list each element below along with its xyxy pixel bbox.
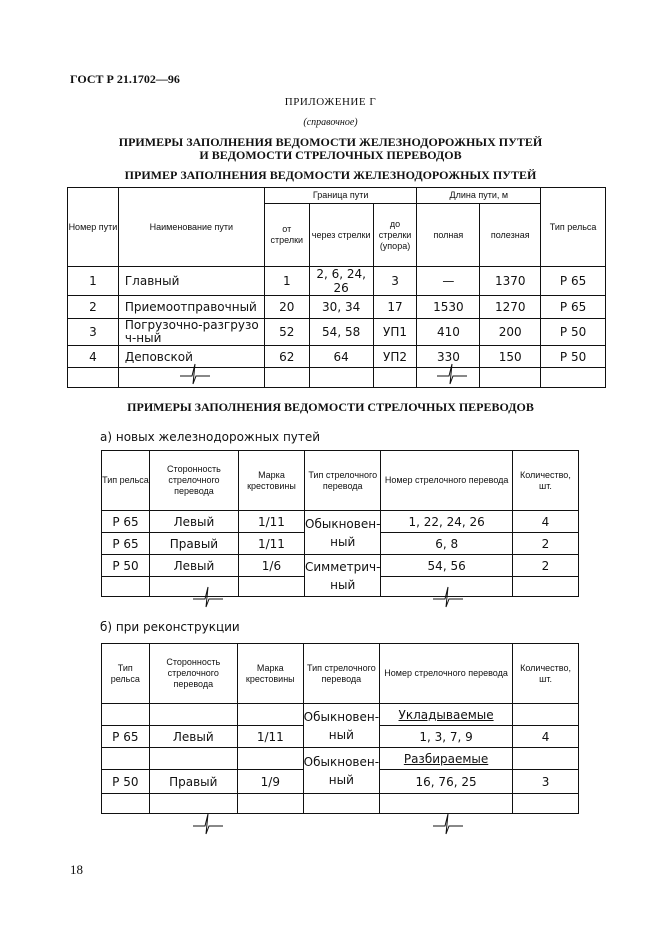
track-useful-length: 1370 — [480, 267, 541, 296]
appendix-label: ПРИЛОЖЕНИЕ Г — [284, 96, 377, 108]
reference-note: (справочное) — [303, 117, 358, 128]
header-switch-side: Сторонность стрелочного перевода — [149, 451, 238, 511]
track-to: 17 — [373, 296, 417, 319]
track-full-length: 410 — [417, 319, 480, 346]
track-rail: Р 50 — [541, 319, 606, 346]
header-frog-mark: Марка крестовины — [237, 644, 303, 704]
track-number: 3 — [68, 319, 119, 346]
track-full-length: 330 — [417, 346, 480, 368]
header-through-switches: через стрелки — [309, 204, 373, 267]
switch-side: Правый — [149, 770, 237, 794]
switches-title: ПРИМЕРЫ ЗАПОЛНЕНИЯ ВЕДОМОСТИ СТРЕЛОЧНЫХ ПЕРЕВОДОВ — [127, 400, 534, 414]
main-title-line2: И ВЕДОМОСТИ СТРЕЛОЧНЫХ ПЕРЕВОДОВ — [199, 148, 462, 162]
table-break-mark — [433, 810, 463, 838]
switch-quantity: 2 — [512, 555, 578, 577]
header-switch-side: Сторонность стрелочного перевода — [149, 644, 237, 704]
header-track-number: Номер пути — [68, 188, 119, 267]
track-through: 64 — [309, 346, 373, 368]
table-row-empty — [68, 368, 606, 388]
main-title-line1: ПРИМЕРЫ ЗАПОЛНЕНИЯ ВЕДОМОСТИ ЖЕЛЕЗНОДОРОЖНЫХ ПУТЕЙ — [118, 135, 543, 149]
header-length: Длина пути, м — [417, 188, 541, 204]
table-row — [68, 346, 606, 368]
table-row — [102, 555, 579, 577]
laid-label: Укладываемые — [398, 707, 494, 722]
table-break-mark — [437, 360, 467, 388]
track-rail: Р 50 — [541, 346, 606, 368]
switches-new-table — [101, 450, 579, 597]
switch-rail: Р 65 — [102, 511, 150, 533]
header-switch-type: Тип стрелочного перевода — [304, 451, 381, 511]
track-rail: Р 65 — [541, 267, 606, 296]
table-break-mark — [193, 583, 223, 611]
track-from: 20 — [264, 296, 309, 319]
switch-type: Симметрич-ный — [304, 555, 381, 597]
header-switch-numbers: Номер стрелочного перевода — [381, 451, 512, 511]
table-row — [102, 511, 579, 533]
track-number: 2 — [68, 296, 119, 319]
section-a-label: а) новых железнодорожных путей — [100, 430, 321, 444]
switch-quantity: 2 — [512, 533, 578, 555]
header-rail-type: Тип рельса — [102, 644, 150, 704]
track-full-length: 1530 — [417, 296, 480, 319]
switch-mark: 1/11 — [237, 726, 303, 748]
switch-numbers: 6, 8 — [381, 533, 512, 555]
track-from: 62 — [264, 346, 309, 368]
switch-type: Обыкновен-ный — [304, 511, 381, 555]
header-rail-type: Тип рельса — [102, 451, 150, 511]
header-frog-mark: Марка крестовины — [238, 451, 304, 511]
switch-mark: 1/9 — [237, 770, 303, 794]
header-track-name: Наименование пути — [118, 188, 264, 267]
switch-rail: Р 50 — [102, 770, 150, 794]
switches-reconstruction-table — [101, 643, 579, 814]
track-full-length: — — [417, 267, 480, 296]
switch-rail: Р 65 — [102, 533, 150, 555]
removed-label-cell — [380, 748, 513, 770]
table-row — [68, 267, 606, 296]
header-from-switch: от стрелки — [264, 204, 309, 267]
track-through: 30, 34 — [309, 296, 373, 319]
header-rail-type: Тип рельса — [541, 188, 606, 267]
table-row-empty — [102, 794, 579, 814]
track-from: 1 — [264, 267, 309, 296]
header-to-switch: до стрелки (упора) — [373, 204, 417, 267]
header-full-length: полная — [417, 204, 480, 267]
section-b-label: б) при реконструкции — [100, 620, 240, 634]
switch-mark: 1/11 — [238, 533, 304, 555]
track-name: Деповской — [118, 346, 264, 368]
switch-numbers: 1, 22, 24, 26 — [381, 511, 512, 533]
tracks-table — [67, 187, 606, 388]
track-number: 1 — [68, 267, 119, 296]
table-break-mark — [193, 810, 223, 838]
track-name: Главный — [118, 267, 264, 296]
page-number: 18 — [70, 862, 83, 877]
switch-quantity: 3 — [513, 770, 579, 794]
header-useful-length: полезная — [480, 204, 541, 267]
switch-side: Левый — [149, 555, 238, 577]
table-break-mark — [180, 360, 210, 388]
table-row — [102, 748, 579, 770]
track-to: 3 — [373, 267, 417, 296]
table-row — [68, 296, 606, 319]
switch-mark: 1/6 — [238, 555, 304, 577]
switch-type: Обыкновен-ный — [303, 704, 379, 748]
track-useful-length: 200 — [480, 319, 541, 346]
switch-mark: 1/11 — [238, 511, 304, 533]
track-useful-length: 150 — [480, 346, 541, 368]
track-through: 2, 6, 24, 26 — [309, 267, 373, 296]
switch-rail: Р 50 — [102, 555, 150, 577]
header-quantity: Количество, шт. — [513, 644, 579, 704]
switch-type: Обыкновен-ный — [303, 748, 379, 794]
document-code: ГОСТ Р 21.1702—96 — [70, 72, 180, 86]
header-switch-numbers: Номер стрелочного перевода — [380, 644, 513, 704]
track-through: 54, 58 — [309, 319, 373, 346]
table-row — [68, 319, 606, 346]
switch-numbers: 1, 3, 7, 9 — [380, 726, 513, 748]
track-to: УП1 — [373, 319, 417, 346]
switch-numbers: 16, 76, 25 — [380, 770, 513, 794]
main-title — [0, 136, 661, 162]
switch-numbers: 54, 56 — [381, 555, 512, 577]
switch-side: Правый — [149, 533, 238, 555]
header-boundary: Граница пути — [264, 188, 417, 204]
tracks-title: ПРИМЕР ЗАПОЛНЕНИЯ ВЕДОМОСТИ ЖЕЛЕЗНОДОРОЖНЫХ ПУТЕЙ — [124, 168, 537, 182]
track-rail: Р 65 — [541, 296, 606, 319]
header-quantity: Количество, шт. — [512, 451, 578, 511]
switch-side: Левый — [149, 511, 238, 533]
switch-quantity: 4 — [513, 726, 579, 748]
table-row — [102, 704, 579, 726]
switch-quantity: 4 — [512, 511, 578, 533]
track-useful-length: 1270 — [480, 296, 541, 319]
switch-side: Левый — [149, 726, 237, 748]
switch-rail: Р 65 — [102, 726, 150, 748]
laid-label-cell — [380, 704, 513, 726]
track-to: УП2 — [373, 346, 417, 368]
table-break-mark — [433, 583, 463, 611]
removed-label: Разбираемые — [403, 751, 489, 766]
track-name: Приемоотправочный — [118, 296, 264, 319]
header-switch-type: Тип стрелочного перевода — [303, 644, 379, 704]
track-number: 4 — [68, 346, 119, 368]
track-from: 52 — [264, 319, 309, 346]
track-name: Погрузочно-разгрузоч-ный — [118, 319, 264, 346]
